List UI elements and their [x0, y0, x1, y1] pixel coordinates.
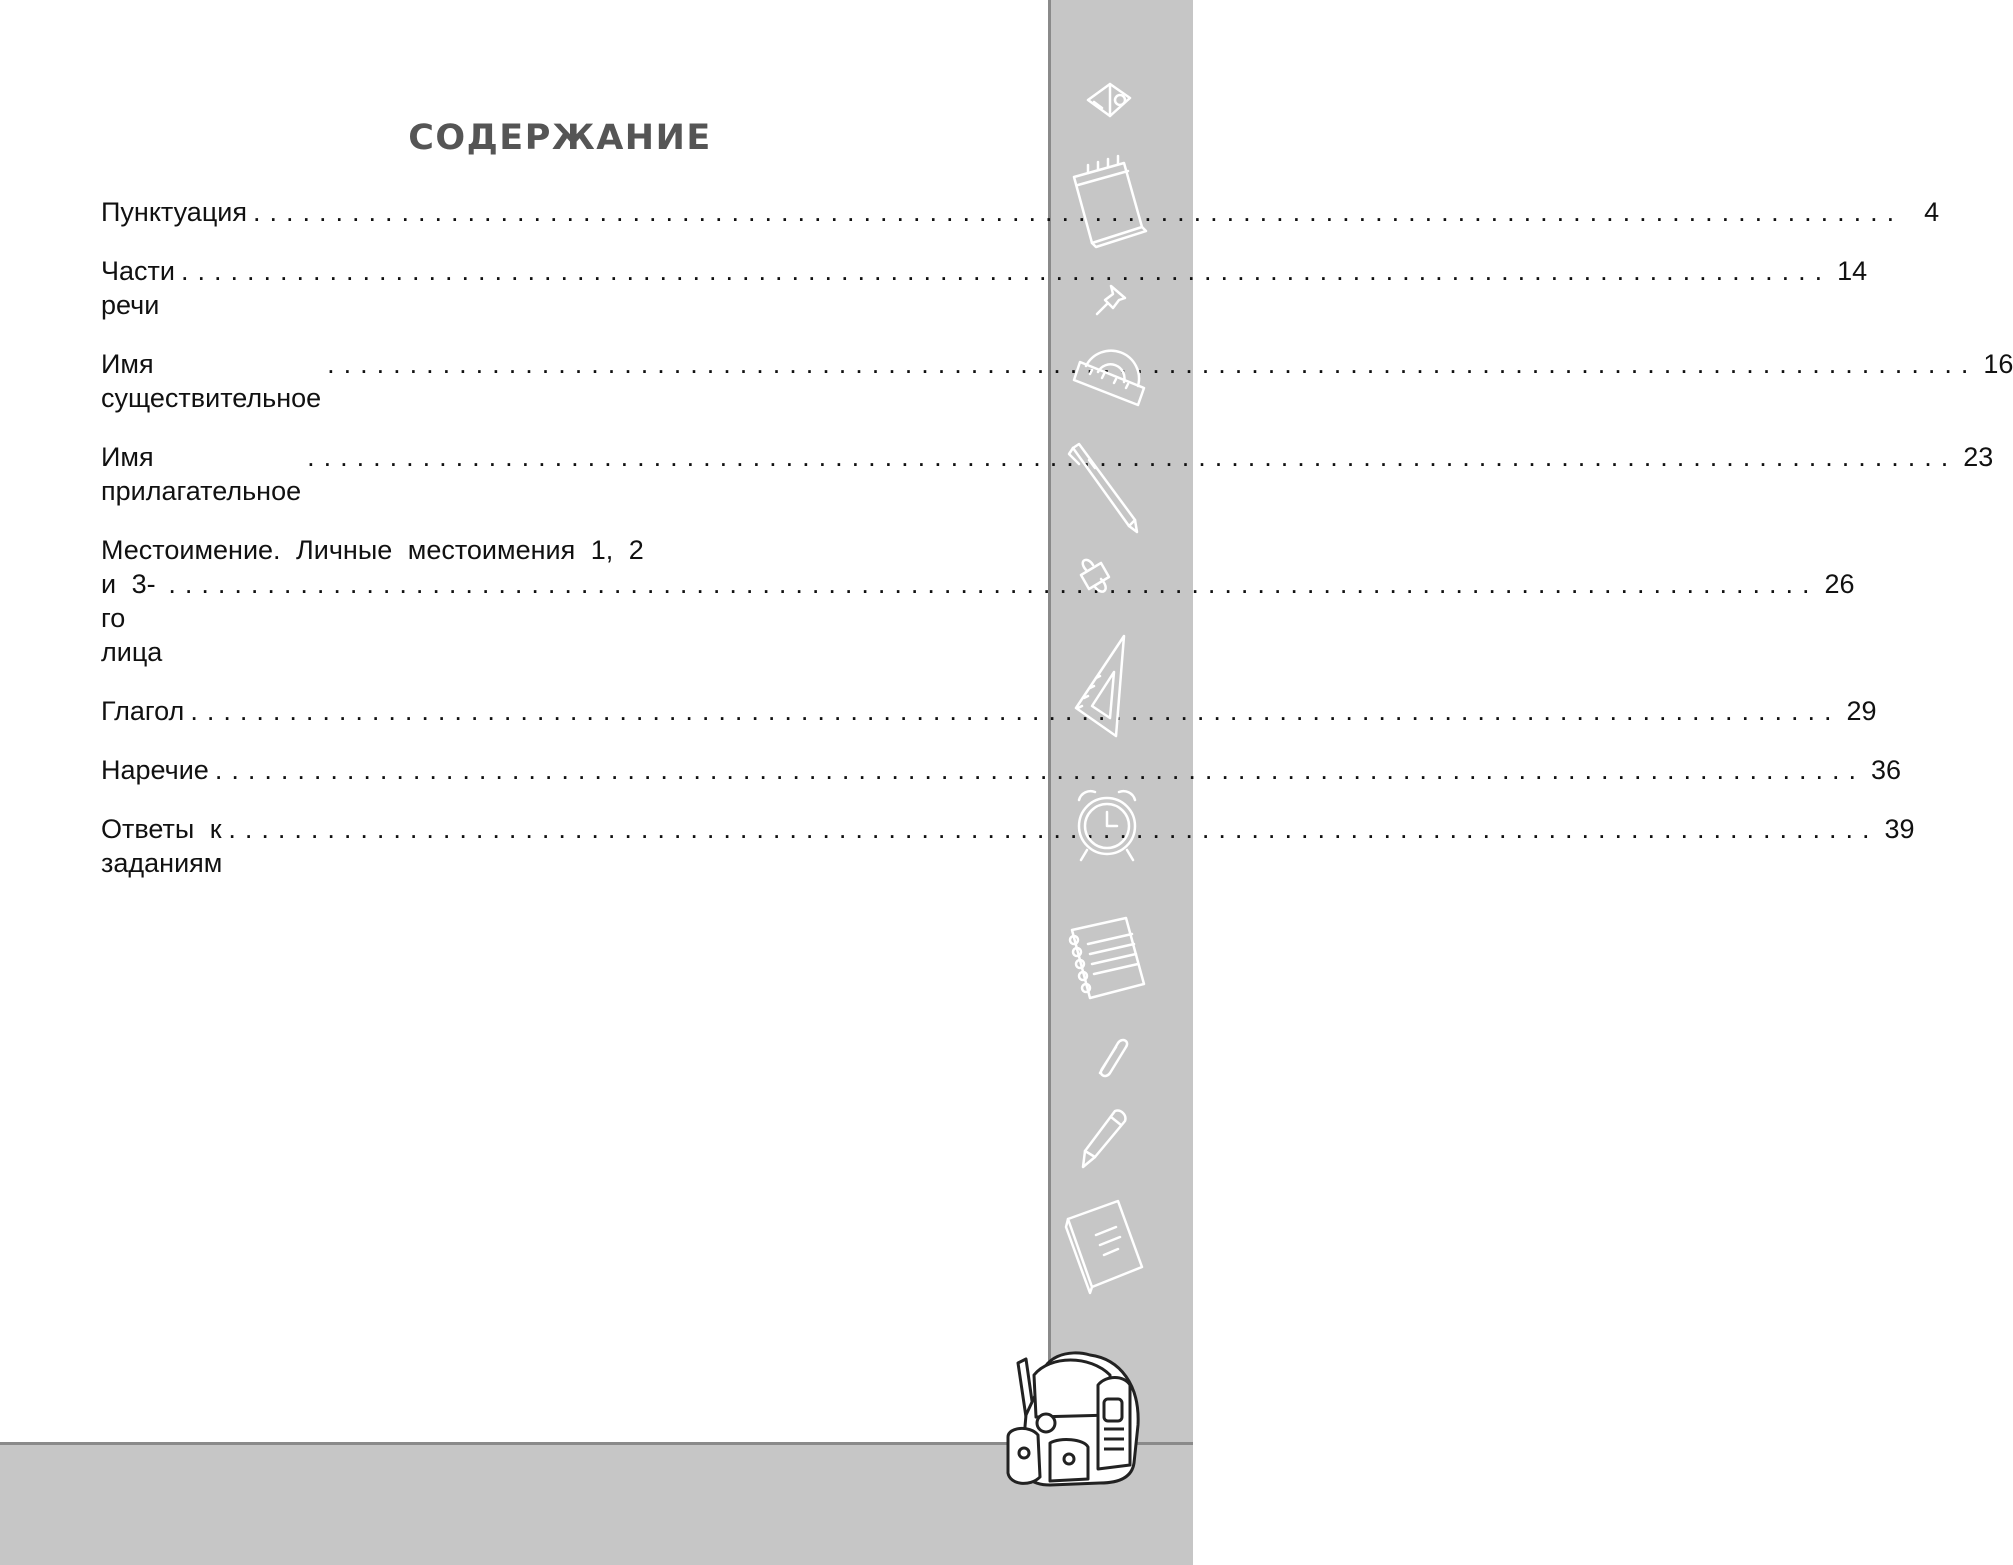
toc-item-title: и 3-го лица [101, 569, 163, 667]
page-title: СОДЕРЖАНИЕ [408, 118, 712, 158]
dot-leader: .................................................................................................... [168, 569, 1819, 599]
table-of-contents [101, 195, 2013, 905]
toc-item-title: Имя прилагательное [101, 442, 302, 506]
dot-leader: .................................................................................................... [307, 442, 1958, 472]
pencil-icon [1075, 1105, 1135, 1175]
dot-leader: .................................................................................................... [214, 755, 1865, 785]
toc-item-title: Части речи [101, 256, 175, 320]
toc-item-page: 36 [1870, 755, 1902, 785]
backpack-icon [1000, 1345, 1150, 1495]
toc-item-page: 4 [1924, 197, 1940, 227]
set-square-icon [1070, 632, 1130, 742]
protractor-icon [1068, 320, 1148, 410]
toc-item-page: 16 [1983, 349, 2013, 379]
dot-leader: .................................................................................................... [190, 696, 1841, 726]
toc-item[interactable] [101, 533, 1855, 669]
toc-item-title-line1: Местоимение. Личные местоимения 1, 2 [101, 535, 644, 565]
toc-item-title: Наречие [101, 755, 209, 785]
toc-item[interactable] [101, 812, 1915, 880]
notepad-icon [1068, 155, 1148, 250]
binder-clip-icon [1073, 555, 1118, 600]
alarm-clock-icon [1065, 780, 1150, 865]
toc-item-page: 29 [1846, 696, 1877, 726]
toc-item[interactable] [101, 753, 1902, 787]
toc-item-title: Глагол [101, 696, 185, 726]
spiral-notebook-icon [1062, 910, 1150, 1010]
toc-item-page: 26 [1824, 569, 1855, 599]
pushpin-icon [1093, 280, 1133, 320]
toc-item[interactable] [101, 440, 1994, 508]
toc-item-page: 39 [1884, 814, 1915, 844]
dot-leader: .................................................................................................... [327, 349, 1978, 379]
toc-item[interactable] [101, 195, 1940, 229]
pen-icon [1065, 440, 1145, 535]
toc-item[interactable] [101, 694, 1877, 728]
sharpener-icon [1080, 72, 1140, 127]
toc-item[interactable] [101, 347, 2013, 415]
toc-item-title: Ответы к заданиям [101, 814, 223, 878]
book-icon [1060, 1195, 1148, 1295]
toc-item-title: Пунктуация [101, 197, 247, 227]
dot-leader: .................................................................................................... [252, 197, 1904, 227]
toc-item-page: 14 [1837, 256, 1868, 286]
toc-item-page: 23 [1963, 442, 1994, 472]
dot-leader: .................................................................................................... [180, 256, 1832, 286]
dot-leader: .................................................................................................... [228, 814, 1879, 844]
toc-item-title: Имя существительное [101, 349, 322, 413]
toc-item[interactable] [101, 254, 1868, 322]
paperclip-icon [1090, 1035, 1130, 1080]
